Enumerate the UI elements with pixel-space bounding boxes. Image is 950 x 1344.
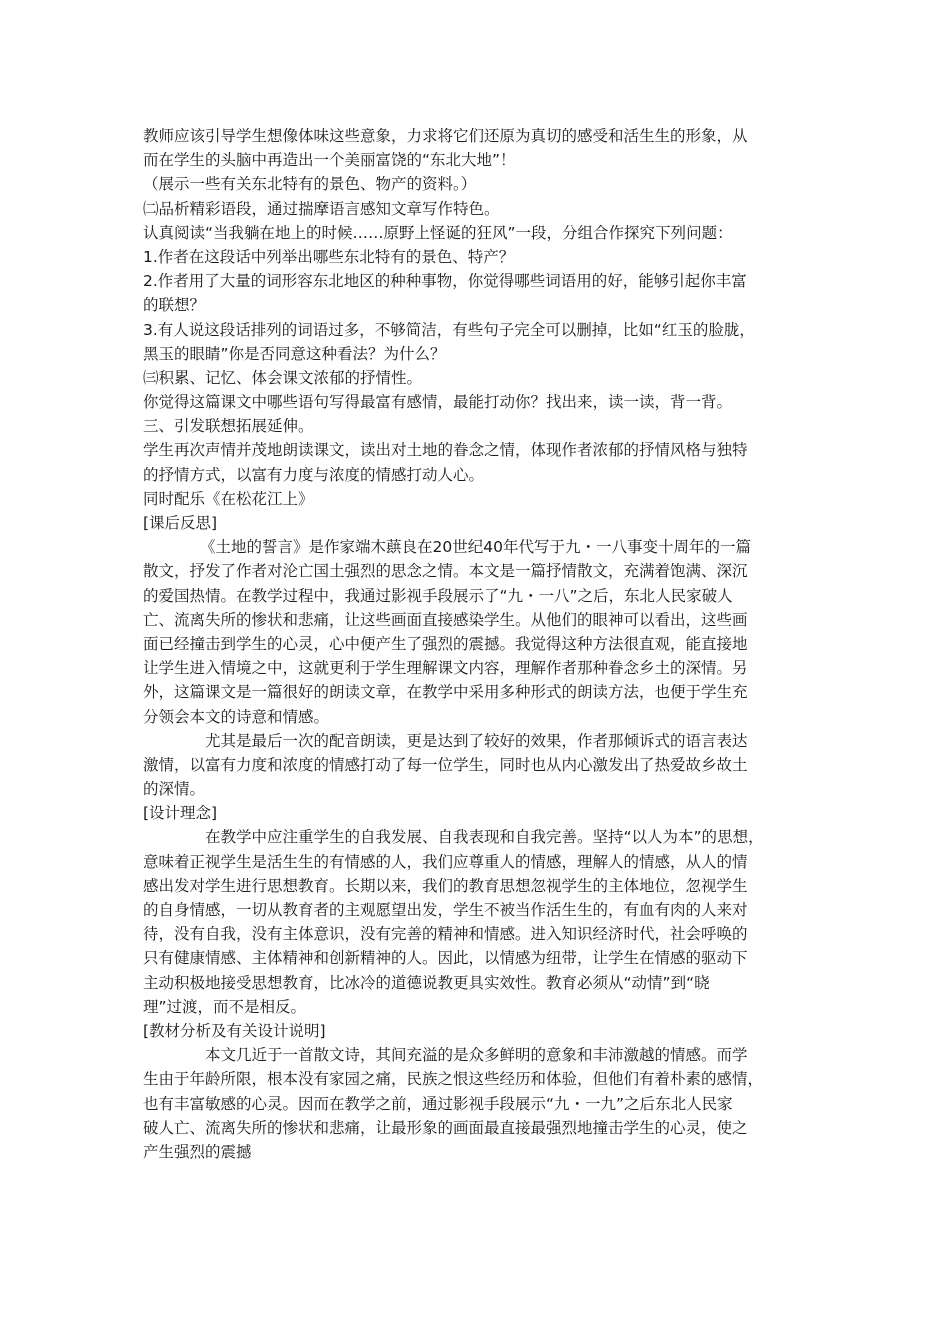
text-line: 的抒情方式，以富有力度与浓度的情感打动人心。 — [143, 465, 485, 484]
text-line: 你觉得这篇课文中哪些语句写得最富有感情，最能打动你？找出来，读一读，背一背。 — [143, 393, 733, 412]
text-line: （展示一些有关东北特有的景色、物产的资料。） — [143, 175, 477, 194]
text-line: 待，没有自我，没有主体意识，没有完善的精神和情感。进入知识经济时代，社会呼唤的 — [143, 925, 748, 944]
text-line: 散文，抒发了作者对沦亡国土强烈的思念之情。本文是一篇抒情散文，充满着饱满、深沉 — [143, 562, 748, 581]
text-line: 《土地的誓言》是作家端木蕻良在20世纪40年代写于九・一八事变十周年的一篇 — [200, 538, 751, 557]
text-line: 而在学生的头脑中再造出一个美丽富饶的“东北大地”！ — [143, 151, 516, 170]
text-line: 意味着正视学生是活生生的有情感的人，我们应尊重人的情感，理解人的情感，从人的情 — [143, 852, 748, 871]
text-line: 尤其是最后一次的配音朗读，更是达到了较好的效果，作者那倾诉式的语言表达 — [205, 731, 748, 750]
text-line: 只有健康情感、主体精神和创新精神的人。因此，以情感为纽带，让学生在情感的驱动下 — [143, 949, 748, 968]
text-line: 亡、流离失所的惨状和悲痛，让这些画面直接感染学生。从他们的眼神可以看出，这些画 — [143, 610, 748, 629]
text-line: 主动积极地接受思想教育，比冰冷的道德说教更具实效性。教育必须从“动情”到“晓 — [143, 973, 710, 992]
text-line: 破人亡、流离失所的惨状和悲痛，让最形象的画面最直接最强烈地撞击学生的心灵，使之 — [143, 1118, 748, 1137]
text-line: 产生强烈的震撼 — [143, 1142, 252, 1161]
text-line: 的联想？ — [143, 296, 206, 315]
text-line: 的自身情感，一切从教育者的主观愿望出发，学生不被当作活生生的，有血有肉的人来对 — [143, 901, 748, 919]
text-line: 认真阅读“当我躺在地上的时候……原野上怪诞的狂风”一段，分组合作探究下列问题： — [143, 223, 733, 242]
text-line: [设计理念] — [143, 804, 218, 823]
text-line: 在教学中应注重学生的自我发展、自我表现和自我完善。坚持“以人为本”的思想， — [205, 828, 764, 847]
text-line: 2.作者用了大量的词形容东北地区的种种事物，你觉得哪些词语用的好，能够引起你丰富 — [143, 272, 747, 291]
text-line: 理”过渡，而不是相反。 — [143, 997, 307, 1016]
text-line: 1.作者在这段话中列举出哪些东北特有的景色、特产？ — [143, 247, 515, 266]
text-line: [课后反思] — [143, 514, 218, 532]
text-line: 让学生进入情境之中，这就更利于学生理解课文内容，理解作者那种眷念乡土的深情。另 — [143, 659, 748, 678]
text-line: 教师应该引导学生想像体味这些意象，力求将它们还原为真切的感受和活生生的形象，从 — [143, 127, 748, 145]
text-line: 三、引发联想拓展延伸。 — [143, 417, 314, 436]
text-line: 的爱国热情。在教学过程中，我通过影视手段展示了“九・一八”之后，东北人民家破人 — [143, 586, 733, 605]
text-line: 3.有人说这段话排列的词语过多，不够简洁，有些句子完全可以删掉，比如“红玉的脸胧， — [143, 320, 755, 339]
text-line: ㈡品析精彩语段，通过揣摩语言感知文章写作特色。 — [143, 199, 500, 218]
text-line: 的深情。 — [143, 780, 206, 799]
text-line: 感出发对学生进行思想教育。长期以来，我们的教育思想忽视学生的主体地位，忽视学生 — [143, 876, 748, 895]
text-line: 本文几近于一首散文诗，其间充溢的是众多鲜明的意象和丰沛激越的情感。而学 — [205, 1046, 748, 1065]
text-line: 黑玉的眼睛”你是否同意这种看法？为什么？ — [143, 344, 446, 363]
text-line: 生由于年龄所限，根本没有家园之痛，民族之恨这些经历和体验，但他们有着朴素的感情， — [143, 1070, 764, 1089]
text-line: 面已经撞击到学生的心灵，心中便产生了强烈的震撼。我觉得这种方法很直观，能直接地 — [143, 634, 748, 653]
text-line: 外，这篇课文是一篇很好的朗读文章，在教学中采用多种形式的朗读方法，也便于学生充 — [143, 683, 748, 702]
text-line: 激情，以富有力度和浓度的情感打动了每一位学生，同时也从内心激发出了热爱故乡故土 — [143, 755, 748, 774]
text-line: 分领会本文的诗意和情感。 — [143, 707, 330, 726]
document-body — [143, 124, 833, 1164]
text-line: [教材分析及有关设计说明] — [143, 1021, 326, 1040]
text-line: ㈢积累、记忆、体会课文浓郁的抒情性。 — [143, 368, 423, 387]
text-line: 也有丰富敏感的心灵。因而在教学之前，通过影视手段展示“九・一九”之后东北人民家 — [143, 1094, 733, 1113]
text-line: 同时配乐《在松花江上》 — [143, 489, 314, 508]
text-line: 学生再次声情并茂地朗读课文，读出对土地的眷念之情，体现作者浓郁的抒情风格与独特 — [143, 441, 748, 460]
